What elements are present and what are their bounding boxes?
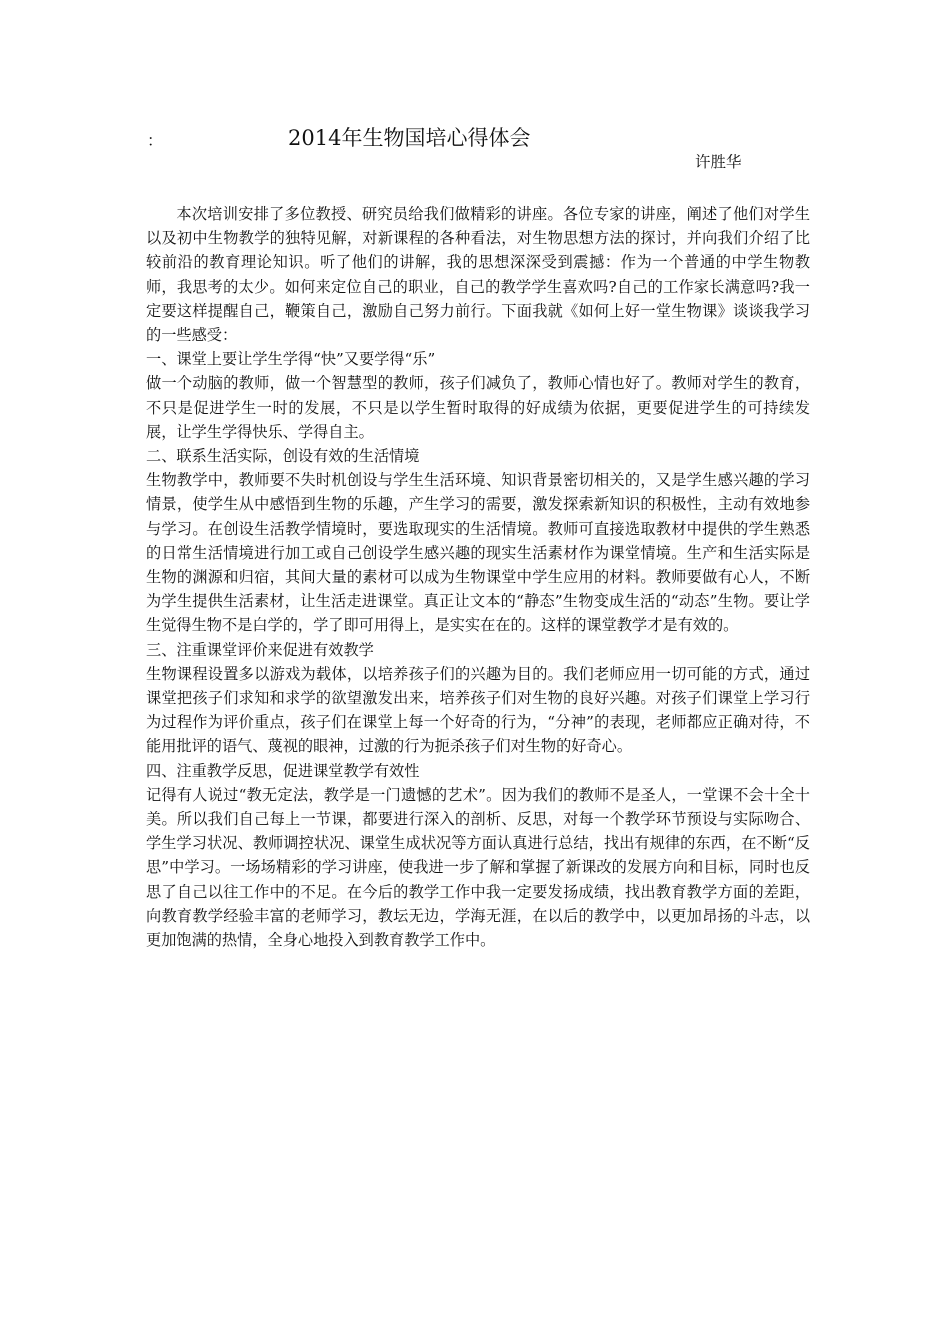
intro-paragraph: 本次培训安排了多位教授、研究员给我们做精彩的讲座。各位专家的讲座，阐述了他们对学生以及初中生物教学的独特见解，对新课程的各种看法，对生物思想方法的探讨，并向我们介绍了比较前沿的教育理论知识。听了他们的讲解，我的思想深深受到震撼：作为一个普通的中学生物教师，我思考的太少。如何来定位自己的职业，自己的教学学生喜欢吗?自己的工作家长满意吗?我一定要这样提醒自己，鞭策自己，激励自己努力前行。下面我就《如何上好一堂生物课》谈谈我学习的一些感受： [146, 205, 810, 345]
section-paragraph: 记得有人说过“教无定法，教学是一门遗憾的艺术”。因为我们的教师不是圣人，一堂课不会十全十美。所以我们自己每上一节课，都要进行深入的剖析、反思，对每一个教学环节预设与实际吻合、学生学习状况、教师调控状况、课堂生成状况等方面认真进行总结，找出有规律的东西，在不断“反思”中学习。一场场精彩的学习讲座，使我进一步了解和掌握了新课改的发展方向和目标，同时也反思了自己以往工作中的不足。在今后的教学工作中我一定要发扬成绩，找出教育教学方面的差距，向教育教学经验丰富的老师学习，教坛无边，学海无涯，在以后的教学中，以更加昂扬的斗志，以更加饱满的热情，全身心地投入到教育教学工作中。 [146, 785, 810, 950]
document-title: 2014年生物国培心得体会 [288, 126, 531, 150]
document-body [146, 202, 810, 952]
author-name: 许胜华 [695, 153, 742, 171]
section-heading: 二、联系生活实际，创设有效的生活情境 [146, 447, 420, 466]
section-paragraph: 生物课程设置多以游戏为载体，以培养孩子们的兴趣为目的。我们老师应用一切可能的方式，通过课堂把孩子们求知和求学的欲望激发出来，培养孩子们对生物的良好兴趣。对孩子们课堂上学习行为过程作为评价重点，孩子们在课堂上每一个好奇的行为，“分神”的表现，老师都应正确对待，不能用批评的语气、蔑视的眼神，过激的行为扼杀孩子们对生物的好奇心。 [146, 664, 810, 756]
section-heading: 一、课堂上要让学生学得“快”又要学得“乐” [146, 350, 436, 369]
section-heading: 三、注重课堂评价来促进有效教学 [146, 640, 374, 659]
section-heading: 四、注重教学反思，促进课堂教学有效性 [146, 761, 420, 780]
section-paragraph: 生物教学中，教师要不失时机创设与学生生活环境、知识背景密切相关的，又是学生感兴趣的学习情景，使学生从中感悟到生物的乐趣，产生学习的需要，激发探索新知识的积极性，主动有效地参与学习。在创设生活教学情境时，要选取现实的生活情境。教师可直接选取教材中提供的学生熟悉的日常生活情境进行加工或自己创设学生感兴趣的现实生活素材作为课堂情境。生产和生活实际是生物的渊源和归宿，其间大量的素材可以成为生物课堂中学生应用的材料。教师要做有心人，不断为学生提供生活素材，让生活走进课堂。真正让文本的“静态”生物变成生活的“动态”生物。要让学生觉得生物不是白学的，学了即可用得上，是实实在在的。这样的课堂教学才是有效的。 [146, 471, 810, 635]
stray-mark: ： [147, 131, 164, 150]
section-paragraph: 做一个动脑的教师，做一个智慧型的教师，孩子们减负了，教师心情也好了。教师对学生的教育，不只是促进学生一时的发展，不只是以学生暂时取得的好成绩为依据，更要促进学生的可持续发展，让学生学得快乐、学得自主。 [146, 374, 810, 441]
